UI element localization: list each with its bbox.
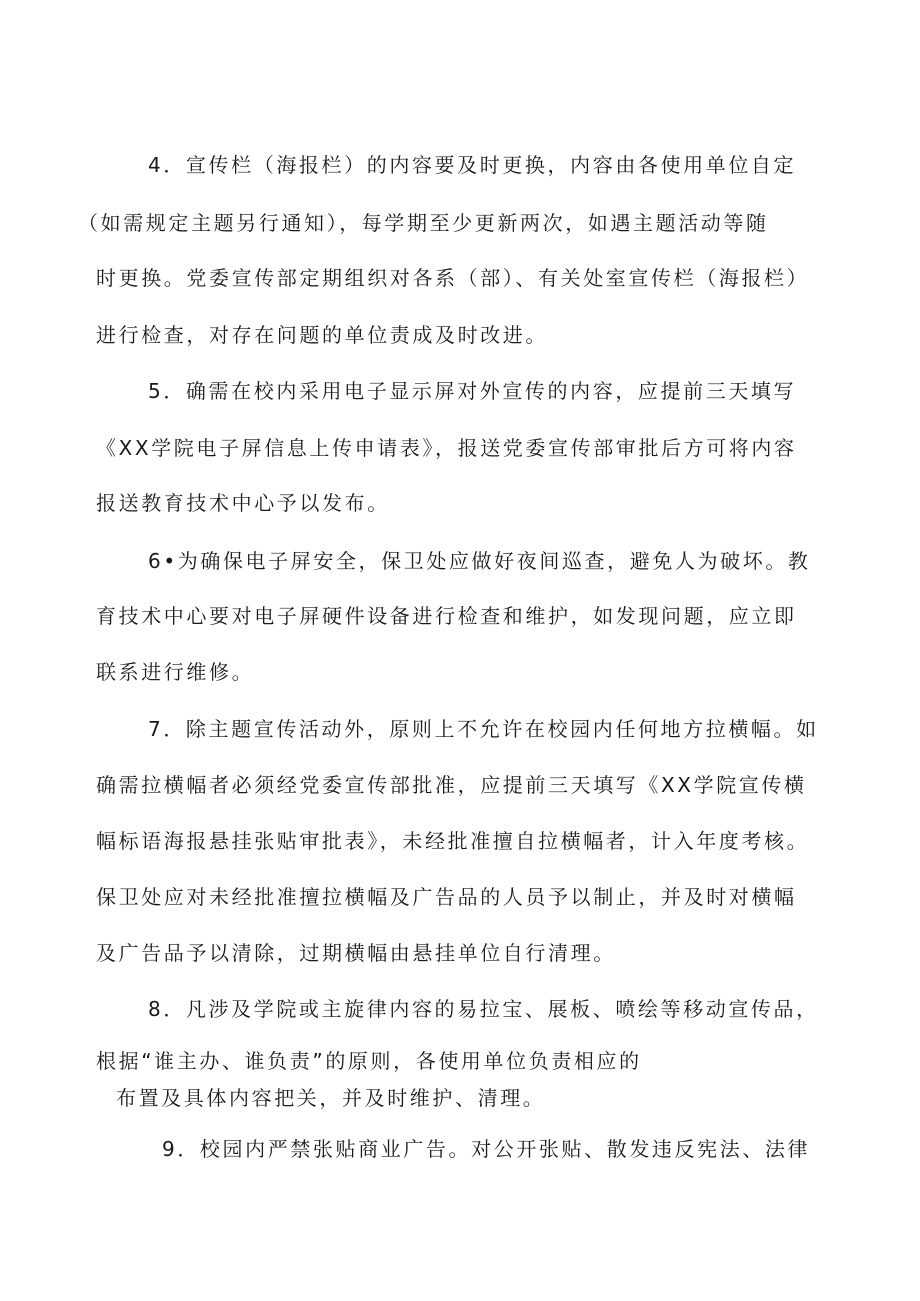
paragraph-line: 进行检查，对存在问题的单位责成及时改进。 — [96, 323, 548, 347]
paragraph-line: 联系进行维修。 — [96, 660, 255, 684]
paragraph-line: 8．凡涉及学院或主旋律内容的易拉宝、展板、喷绘等移动宣传品， — [148, 997, 819, 1021]
paragraph-line: 布置及具体内容把关，并及时维护、清理。 — [116, 1086, 546, 1110]
paragraph-line: 保卫处应对未经批准擅拉横幅及广告品的人员予以制止，并及时对横幅 — [96, 885, 797, 909]
paragraph-line: 6•为确保电子屏安全，保卫处应做好夜间巡查，避免人为破坏。教 — [148, 549, 811, 573]
paragraph-line: 7．除主题宣传活动外，原则上不允许在校园内任何地方拉横幅。如 — [148, 717, 819, 741]
paragraph-line: （如需规定主题另行通知），每学期至少更新两次，如遇主题活动等随 — [78, 211, 769, 235]
paragraph-line: 确需拉横幅者必须经党委宣传部批准，应提前三天填写《XX学院宣传横 — [96, 773, 807, 797]
paragraph-line: 育技术中心要对电子屏硬件设备进行检查和维护，如发现问题，应立即 — [96, 604, 797, 628]
paragraph-line: 《XX学院电子屏信息上传申请表》，报送党委宣传部审批后方可将内容 — [96, 436, 797, 460]
paragraph-line: 幅标语海报悬挂张贴审批表》，未经批准擅自拉横幅者，计入年度考核。 — [96, 829, 810, 853]
paragraph-line: 5．确需在校内采用电子显示屏对外宣传的内容，应提前三天填写 — [148, 379, 797, 403]
paragraph-line: 及广告品予以清除，过期横幅由悬挂单位自行清理。 — [96, 941, 616, 965]
paragraph-line: 报送教育技术中心予以发布。 — [96, 491, 390, 515]
paragraph-line: 4．宣传栏（海报栏）的内容要及时更换，内容由各使用单位自定 — [148, 153, 797, 177]
paragraph-line: 9．校园内严禁张贴商业广告。对公开张贴、散发违反宪法、法律 — [162, 1137, 811, 1161]
paragraph-line: 根据“谁主办、谁负责”的原则，各使用单位负责相应的 — [96, 1049, 642, 1073]
paragraph-line: 时更换。党委宣传部定期组织对各系（部）、有关处室宣传栏（海报栏） — [96, 266, 810, 290]
